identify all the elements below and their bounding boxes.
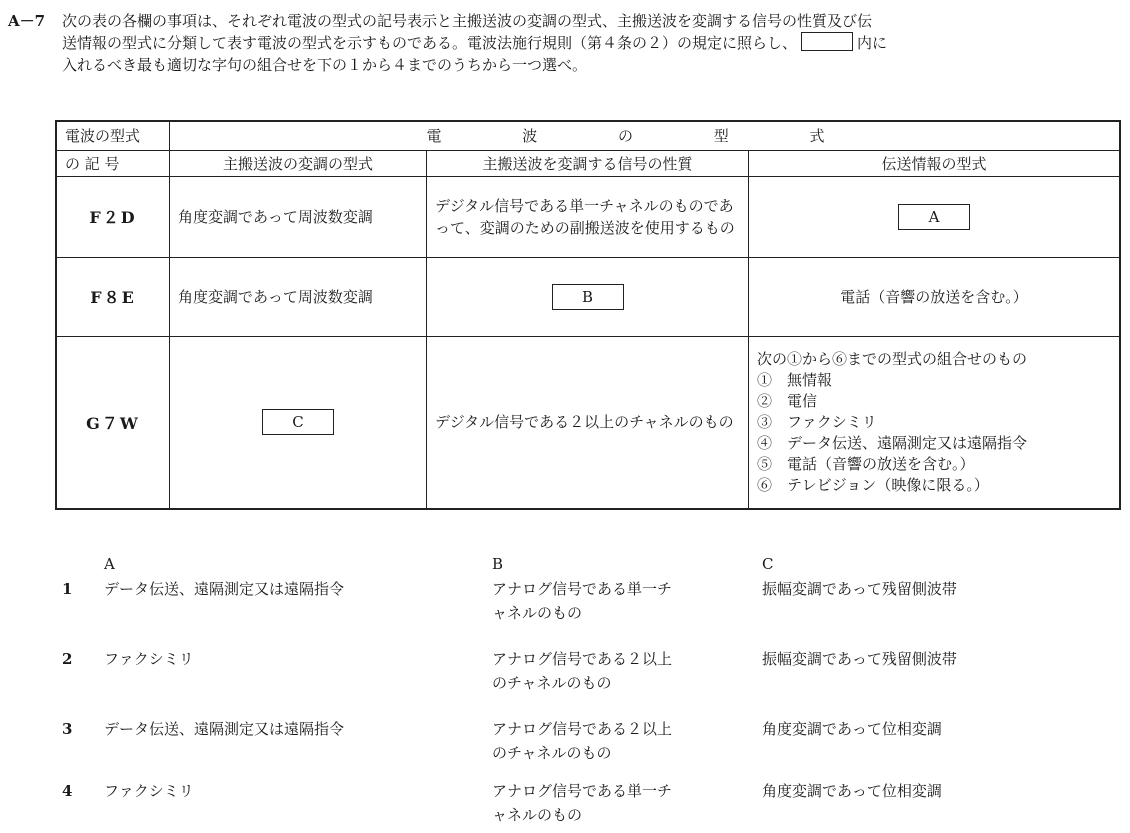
choice-a: ファクシミリ — [104, 782, 194, 800]
row-signal: デジタル信号である単一チャネルのものであって、変調のための副搬送波を使用するもの — [427, 176, 749, 257]
choice-number: 2 — [62, 650, 73, 668]
info-list-item: ③ ファクシミリ — [757, 412, 877, 431]
header-symbol-1: 電波の型式 — [56, 121, 170, 150]
row-modulation: 角度変調であって周波数変調 — [170, 176, 427, 257]
info-list-head: 次の①から⑥までの型式の組合せのもの — [757, 349, 1028, 368]
question-line-2 — [62, 32, 1122, 54]
table-header-row-1 — [56, 121, 1120, 150]
choice-header-b: B — [492, 555, 504, 573]
choice-c: 振幅変調であって残留側波帯 — [762, 580, 957, 598]
table-row — [56, 176, 1120, 257]
choice-b: アナログ信号である２以上のチャネルのもの — [492, 720, 673, 762]
row-code: F８E — [56, 257, 170, 336]
row-signal — [427, 257, 749, 336]
row-info-list — [749, 336, 1121, 509]
emission-type-table — [55, 120, 1121, 510]
choice-c: 角度変調であって位相変調 — [762, 720, 942, 738]
header-signal: 主搬送波を変調する信号の性質 — [427, 150, 749, 176]
info-list-item: ⑤ 電話（音響の放送を含む。） — [757, 454, 975, 473]
choice-header-a: A — [104, 555, 115, 573]
choice-number: 4 — [62, 782, 73, 800]
row-modulation: 角度変調であって周波数変調 — [170, 257, 427, 336]
row-code: F２D — [56, 176, 170, 257]
question-number: A－7 — [8, 12, 46, 30]
choice-b: アナログ信号である単一チャネルのもの — [492, 580, 673, 622]
choice-number: 1 — [62, 580, 73, 598]
answer-box-c: C — [262, 409, 334, 435]
choice-b: アナログ信号である２以上のチャネルのもの — [492, 650, 673, 692]
answer-box-b: B — [552, 284, 624, 310]
row-info — [749, 176, 1121, 257]
table-row — [56, 336, 1120, 509]
info-list-item: ⑥ テレビジョン（映像に限る。） — [757, 475, 989, 494]
table-header-row-2 — [56, 150, 1120, 176]
choice-a: データ伝送、遠隔測定又は遠隔指令 — [104, 580, 345, 598]
question-line-2a: 送情報の型式に分類して表す電波の型式を示すものである。電波法施行規則（第４条の２）の規定に照らし、 — [62, 34, 798, 52]
question-line-3: 入れるべき最も適切な字句の組合せを下の１から４までのうちから一つ選べ。 — [62, 56, 588, 74]
info-list-item: ① 無情報 — [757, 370, 833, 389]
row-modulation — [170, 336, 427, 509]
question-line-2b: 内に — [857, 34, 888, 52]
choice-c: 振幅変調であって残留側波帯 — [762, 650, 957, 668]
blank-box — [801, 32, 853, 51]
header-modulation: 主搬送波の変調の型式 — [170, 150, 427, 176]
row-info: 電話（音響の放送を含む。） — [749, 257, 1121, 336]
question-text — [62, 10, 1122, 76]
header-info: 伝送情報の型式 — [749, 150, 1121, 176]
choice-number: 3 — [62, 720, 73, 738]
info-list-item: ④ データ伝送、遠隔測定又は遠隔指令 — [757, 433, 1028, 452]
row-signal: デジタル信号である２以上のチャネルのもの — [427, 336, 749, 509]
choice-header-c: C — [762, 555, 774, 573]
choice-a: データ伝送、遠隔測定又は遠隔指令 — [104, 720, 345, 738]
choice-a: ファクシミリ — [104, 650, 194, 668]
table-row — [56, 257, 1120, 336]
header-emission-type: 電 波 の 型 式 — [170, 121, 1121, 150]
header-symbol-2: の 記 号 — [56, 150, 170, 176]
question-line-1: 次の表の各欄の事項は、それぞれ電波の型式の記号表示と主搬送波の変調の型式、主搬送波を変調する信号の性質及び伝 — [62, 12, 873, 30]
info-list-item: ② 電信 — [757, 391, 818, 410]
choice-b: アナログ信号である単一チャネルのもの — [492, 782, 673, 824]
row-code: G７W — [56, 336, 170, 509]
answer-box-a: A — [898, 204, 970, 230]
choice-c: 角度変調であって位相変調 — [762, 782, 942, 800]
